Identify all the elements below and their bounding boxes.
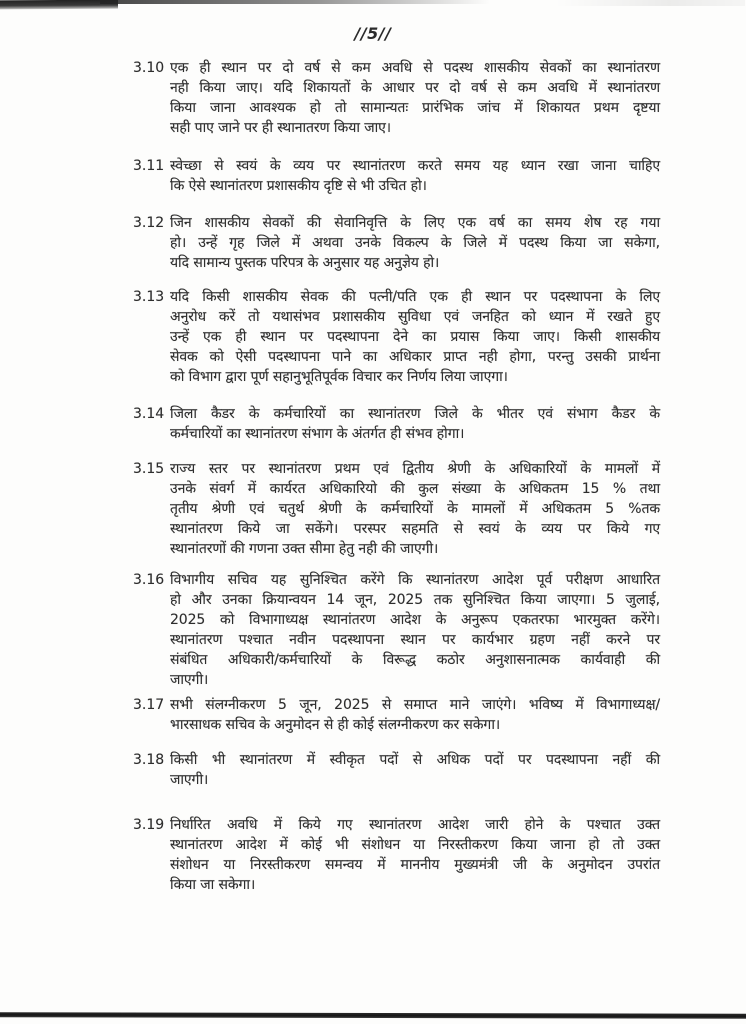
text-line: को विभाग द्वारा पूर्ण सहानुभूतिपूर्वक विचार कर निर्णय लिया जाएगा।	[170, 369, 508, 385]
paragraph-3-10	[133, 58, 660, 138]
paragraph-text	[170, 695, 660, 735]
paragraph-3-12	[133, 213, 660, 273]
text-line: संबंधित अधिकारी/कर्मचारियों के विरूद्ध कठोर अनुशासनात्मक कार्यवाही की	[170, 652, 660, 668]
text-line: संशोधन या निरस्तीकरण समन्वय में माननीय मुख्यमंत्री जी के अनुमोदन उपरांत	[170, 857, 660, 873]
text-line: स्थानांतरण आदेश में कोई भी संशोधन या निरस्तीकरण किया जाना हो तो उक्त	[170, 837, 660, 853]
text-line: किया जाना आवश्यक हो तो सामान्यतः प्रारंभिक जांच में शिकायत प्रथम दृष्टया	[170, 100, 660, 116]
paragraph-number: 3.14	[133, 406, 165, 422]
text-line: स्वेच्छा से स्वयं के व्यय पर स्थानांतरण करते समय यह ध्यान रखा जाना चाहिए	[170, 158, 660, 174]
text-line: जाएगी।	[170, 772, 209, 788]
document-body	[133, 58, 660, 895]
text-line: कि ऐसे स्थानांतरण प्रशासकीय दृष्टि से भी उचित हो।	[170, 178, 427, 194]
text-line: सेवक को ऐसी पदस्थापना पाने का अधिकार प्राप्त नही होगा, परन्तु उसकी प्रार्थना	[170, 349, 660, 365]
paragraph-text	[170, 815, 660, 895]
paragraph-3-11	[133, 156, 660, 196]
paragraph-3-16	[133, 570, 660, 690]
paragraph-text	[170, 58, 660, 138]
paragraph-number: 3.19	[133, 817, 165, 833]
paragraph-3-13	[133, 287, 660, 387]
text-line: सभी संलग्नीकरण 5 जून, 2025 से समाप्त माने जाएंगे। भविष्य में विभागाध्यक्ष/	[170, 697, 660, 713]
text-line: 2025 को विभागाध्यक्ष स्थानांतरण आदेश के अनुरूप एकतरफा भारमुक्त करेंगे।	[170, 612, 660, 628]
paragraph-text	[170, 287, 660, 387]
scan-edge-artifact-top-right	[555, 0, 745, 6]
text-line: तृतीय श्रेणी एवं चतुर्थ श्रेणी के कर्मचारियों के मामलों में अधिकतम 5 %तक	[170, 501, 660, 517]
paragraph-number: 3.12	[133, 215, 165, 231]
paragraph-number: 3.18	[133, 752, 165, 768]
text-line: नही किया जाए। यदि शिकायतों के आधार पर दो वर्ष से कम अवधि में स्थानांतरण	[170, 80, 660, 96]
paragraph-text	[170, 459, 660, 559]
text-line: विभागीय सचिव यह सुनिश्चित करेंगे कि स्थानांतरण आदेश पूर्व परीक्षण आधारित	[170, 572, 660, 588]
paragraph-text	[170, 213, 660, 273]
paragraph-text	[170, 750, 660, 790]
text-line: निर्धारित अवधि में किये गए स्थानांतरण आदेश जारी होने के पश्चात उक्त	[170, 817, 660, 833]
paragraph-3-17	[133, 695, 660, 735]
text-line: जाएगी।	[170, 672, 209, 688]
paragraph-number: 3.11	[133, 158, 165, 174]
paragraph-text	[170, 570, 660, 690]
paragraph-number: 3.10	[133, 60, 165, 76]
text-line: भारसाधक सचिव के अनुमोदन से ही कोई संलग्नीकरण कर सकेगा।	[170, 717, 501, 733]
text-line: उन्हें एक ही स्थान पर पदस्थापना देने का प्रयास किया जाए। किसी शासकीय	[170, 329, 660, 345]
text-line: एक ही स्थान पर दो वर्ष से कम अवधि से पदस्थ शासकीय सेवकों का स्थानांतरण	[170, 60, 660, 76]
text-line: अनुरोध करें तो यथासंभव प्रशासकीय सुविधा एवं जनहित को ध्यान में रखते हुए	[170, 309, 660, 325]
paragraph-number: 3.17	[133, 697, 165, 713]
paragraph-number: 3.15	[133, 461, 165, 477]
text-line: कर्मचारियों का स्थानांतरण संभाग के अंतर्गत ही संभव होगा।	[170, 426, 465, 442]
paragraph-3-15	[133, 459, 660, 559]
text-line: यदि किसी शासकीय सेवक की पत्नी/पति एक ही स्थान पर पदस्थापना के लिए	[170, 289, 660, 305]
paragraph-3-18	[133, 750, 660, 790]
text-line: सही पाए जाने पर ही स्थानातरण किया जाए।	[170, 120, 391, 136]
paragraph-number: 3.13	[133, 289, 165, 305]
paragraph-text	[170, 404, 660, 444]
text-line: यदि सामान्य पुस्तक परिपत्र के अनुसार यह अनुज्ञेय हो।	[170, 255, 440, 271]
scan-edge-artifact-bottom	[0, 1012, 746, 1019]
text-line: स्थानांतरण किये जा सकेंगे। परस्पर सहमति से स्वयं के व्यय पर किये गए	[170, 521, 660, 537]
text-line: जिन शासकीय सेवकों की सेवानिवृत्ति के लिए एक वर्ष का समय शेष रह गया	[170, 215, 660, 231]
text-line: किया जा सकेगा।	[170, 877, 256, 893]
text-line: जिला कैडर के कर्मचारियों का स्थानांतरण जिले के भीतर एवं संभाग कैडर के	[170, 406, 660, 422]
text-line: राज्य स्तर पर स्थानांतरण प्रथम एवं द्वितीय श्रेणी के अधिकारियों के मामलों में	[170, 461, 660, 477]
paragraph-3-14	[133, 404, 660, 444]
scan-edge-artifact-top-line	[100, 0, 490, 4]
text-line: उनके संवर्ग में कार्यरत अधिकारियो की कुल संख्या के अधिकतम 15 % तथा	[170, 481, 660, 497]
text-line: किसी भी स्थानांतरण में स्वीकृत पदों से अधिक पदों पर पदस्थापना नहीं की	[170, 752, 660, 768]
text-line: हो और उनका क्रियान्वयन 14 जून, 2025 तक सुनिश्चित किया जाएगा। 5 जुलाई,	[170, 592, 660, 608]
text-line: स्थानांतरणों की गणना उक्त सीमा हेतु नही की जाएगी।	[170, 541, 439, 557]
page-number: //5//	[354, 24, 392, 43]
paragraph-text	[170, 156, 660, 196]
paragraph-3-19	[133, 815, 660, 895]
text-line: स्थानांतरण पश्चात नवीन पदस्थापना स्थान पर कार्यभार ग्रहण नहीं करने पर	[170, 632, 660, 648]
text-line: हो। उन्हें गृह जिले में अथवा उनके विकल्प के जिले में पदस्थ किया जा सकेगा,	[170, 235, 660, 251]
paragraph-number: 3.16	[133, 572, 165, 588]
